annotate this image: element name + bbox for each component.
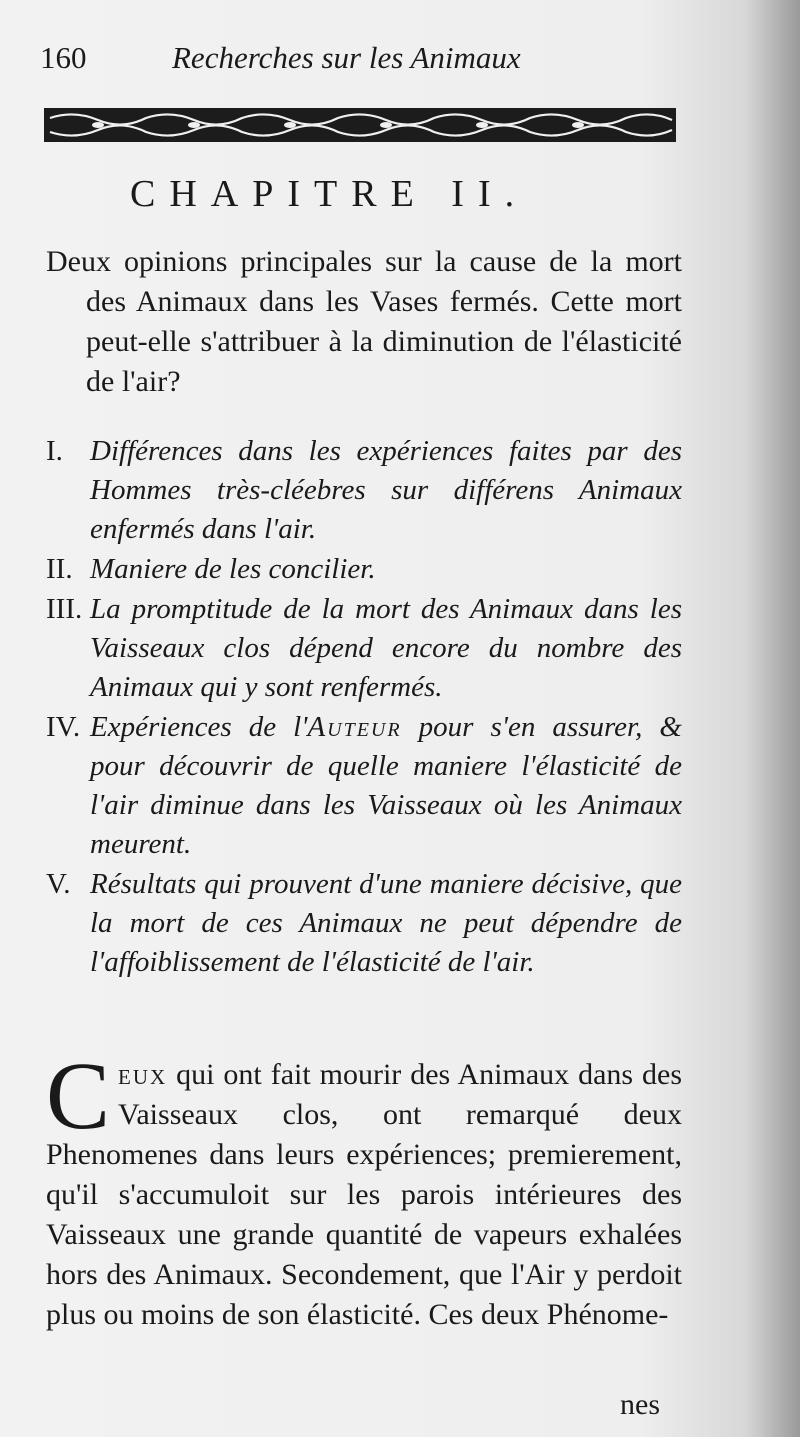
list-item [46,708,682,864]
item-text-part: pour s'en assurer, & pour découvrir de quelle maniere l'élasticité de l'air diminue dans les Vaisseaux où les Animaux meurent. [90,711,682,860]
item-text [90,708,682,864]
summary-text: Deux opinions principales sur la cause de la mort des Animaux dans les Vases fermés. Cette mort peut-elle s'attribuer à la diminution de l'élasticité de l'air? [46,245,682,398]
first-word-rest: eux [118,1058,168,1091]
chapter-summary [46,242,682,402]
contents-list [46,432,682,983]
author-word: Auteur [307,711,402,743]
list-item [46,550,682,589]
list-item [46,865,682,982]
list-item [46,590,682,707]
item-text: La promptitude de la mort des Animaux dans les Vaisseaux clos dépend encore du nombre des Animaux qui y sont renfermés. [90,593,682,703]
paragraph-text: qui ont fait mourir des Animaux dans des Vaisseaux clos, ont remarqué deux Phenomenes dans leurs expériences; premierement, qu'il s'accumuloit sur les parois intérieures des Vaisseaux une grande quantité de vapeurs exhalées hors des Animaux. Secondement, que l'Air y perdoit plus ou moins de son élasticité. Ces deux Phénome- [46,1058,682,1331]
running-title: Recherches sur les Animaux [172,40,521,75]
chapter-title: CHAPITRE II. [130,173,529,215]
item-text: Résultats qui prouvent d'une maniere décisive, que la mort de ces Animaux ne peut dépendre de l'affoiblissement de l'élasticité de l'air. [90,868,682,978]
item-number: II. [46,553,73,585]
page-header [40,40,720,90]
item-text: Maniere de les concilier. [90,553,376,585]
first-paragraph [46,1042,682,1335]
item-number: I. [46,435,63,467]
drop-cap: C [46,1042,111,1149]
item-number: IV. [46,711,81,743]
ornamental-band [44,108,676,142]
item-text-part: Expériences de l' [90,711,308,743]
page-number: 160 [40,40,87,75]
catchword: nes [620,1388,660,1421]
body-text [46,1042,682,1335]
item-number: III. [46,593,83,625]
list-item [46,432,682,549]
item-number: V. [46,868,71,900]
item-text: Différences dans les expériences faites par des Hommes très-cléebres sur différens Animaux enfermés dans l'air. [90,435,682,545]
